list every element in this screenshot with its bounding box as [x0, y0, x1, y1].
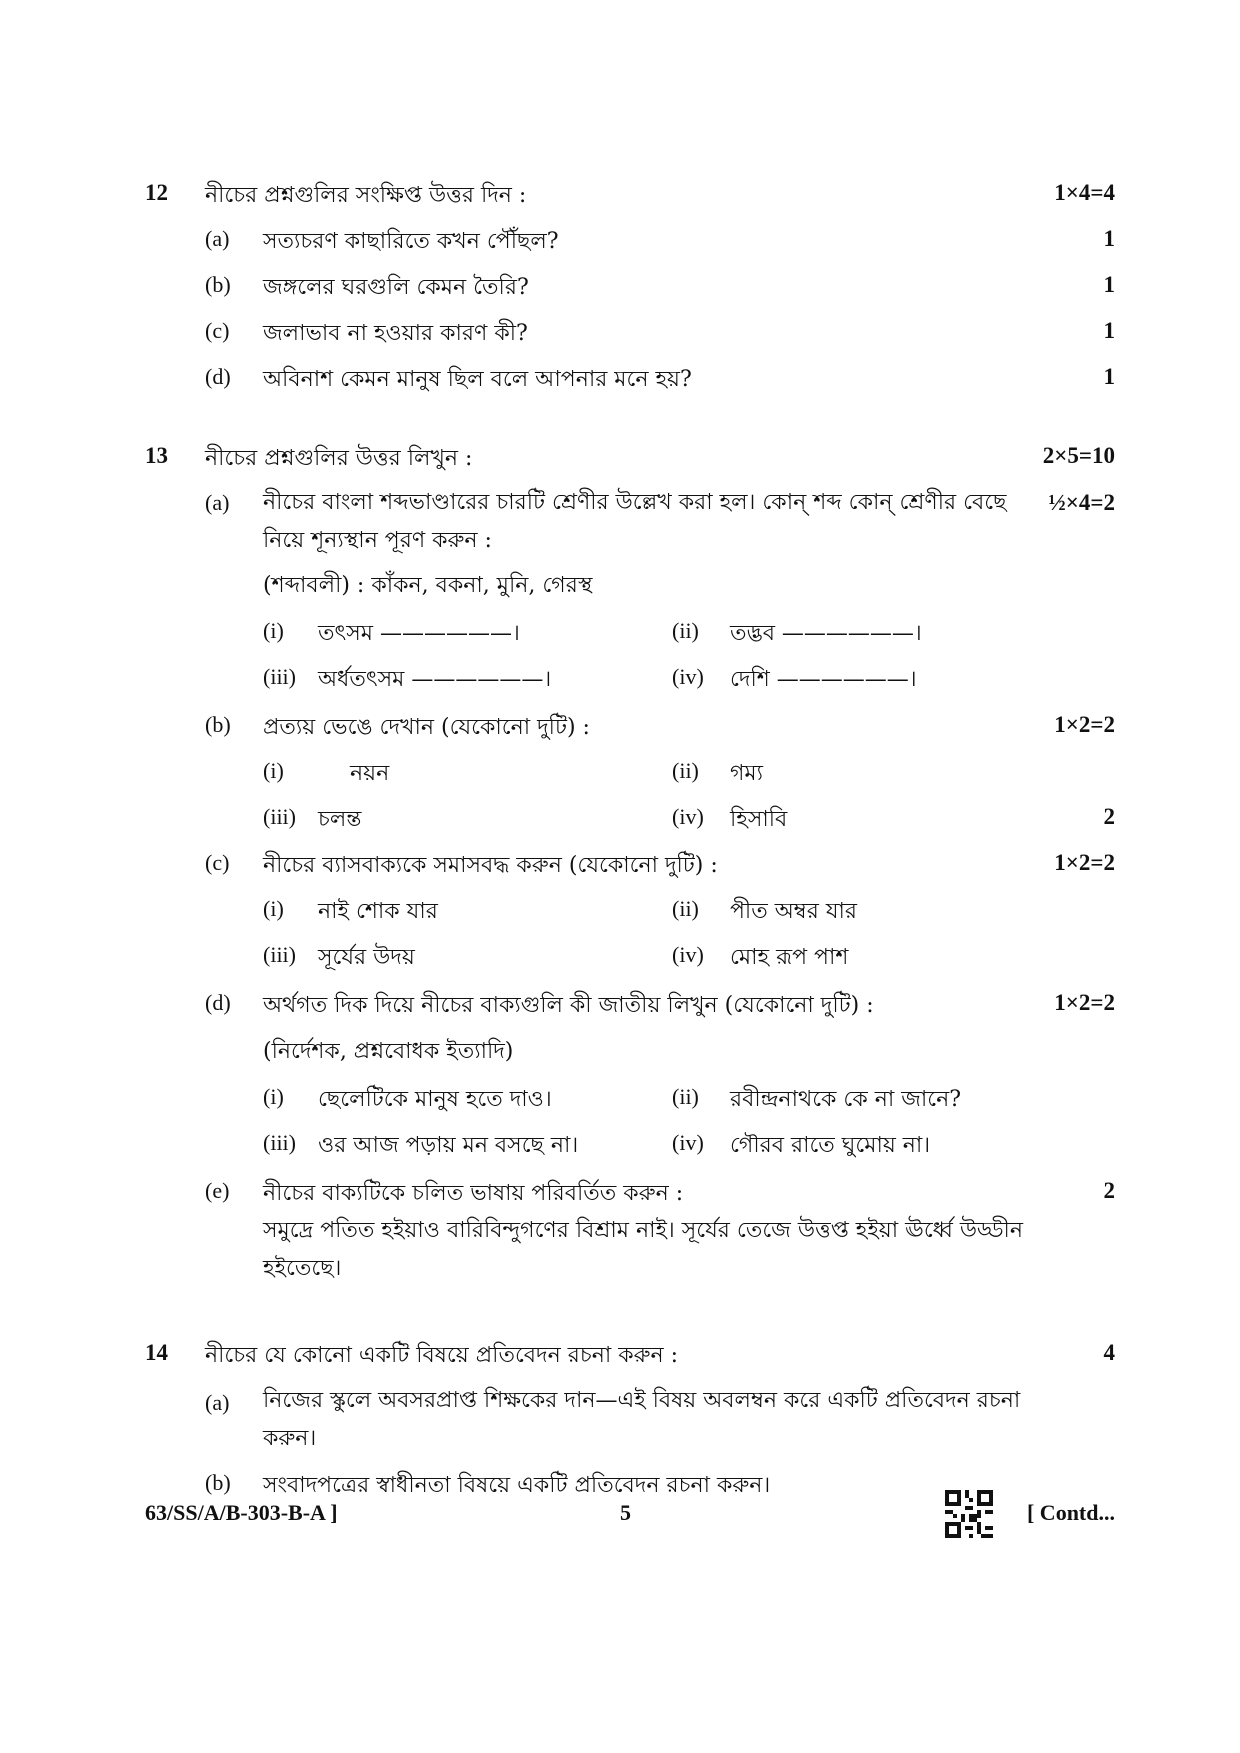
sub-item-label: (ii): [672, 618, 699, 643]
question-marks: 1×4=4: [1054, 180, 1115, 205]
question-marks: 4: [1103, 1340, 1115, 1365]
sub-item-text: গম্য: [730, 761, 764, 786]
sub-item-text: নাই শোক যার: [318, 899, 438, 924]
sub-item-label: (iv): [672, 1130, 704, 1155]
question-marks: 2×5=10: [1042, 443, 1115, 468]
sub-item-text: তৎসম ——————।: [318, 621, 520, 646]
part-marks: 1×2=2: [1054, 850, 1115, 875]
sub-item-text: চলন্ত: [318, 807, 362, 832]
qr-code-icon: [945, 1490, 993, 1538]
part-text: নিজের স্কুলে অবসরপ্রাপ্ত শিক্ষকের দান—এই বিষয় অবলম্বন করে একটি প্রতিবেদন রচনা করুন।: [263, 1388, 1021, 1451]
part-label: (b): [205, 1470, 231, 1495]
part-label: (a): [205, 1390, 230, 1415]
passage-text: সমুদ্রে পতিত হইয়াও বারিবিন্দুগণের বিশ্রাম নাই। সূর্যের তেজে উত্তপ্ত হইয়া ঊর্ধ্বে উড্ডীন হইতেছে।: [263, 1218, 1023, 1281]
part-text: প্রত্যয় ভেঙে দেখান (যেকোনো দুটি) :: [263, 715, 590, 740]
sub-item-text: নয়ন: [350, 761, 390, 786]
paper-code: 63/SS/A/B-303-B-A ]: [145, 1500, 338, 1525]
sub-item-text: হিসাবি: [730, 807, 788, 832]
sub-item-text: পীত অম্বর যার: [730, 899, 857, 924]
sub-item-label: (ii): [672, 758, 699, 783]
part-text: নীচের বাক্যটিকে চলিত ভাষায় পরিবর্তিত করুন :: [263, 1181, 684, 1206]
question-number: 14: [145, 1340, 168, 1365]
sub-item-label: (iv): [672, 804, 704, 829]
part-label: (b): [205, 272, 231, 297]
part-marks: 1: [1103, 226, 1115, 251]
sub-item-label: (i): [263, 896, 284, 921]
part-marks: 1×2=2: [1054, 712, 1115, 737]
page-number: 5: [620, 1500, 631, 1525]
sub-item-text: অর্ধতৎসম ——————।: [318, 667, 552, 692]
sub-item-text: ওর আজ পড়ায় মন বসছে না।: [318, 1133, 579, 1158]
part-marks: 2: [1103, 804, 1115, 829]
part-marks: 1×2=2: [1054, 990, 1115, 1015]
sub-item-text: তদ্ভব ——————।: [730, 621, 922, 646]
sub-item-label: (i): [263, 758, 284, 783]
question-text: নীচের যে কোনো একটি বিষয়ে প্রতিবেদন রচনা করুন :: [205, 1343, 679, 1368]
sub-item-text: গৌরব রাতে ঘুমোয় না।: [730, 1133, 931, 1158]
sub-item-label: (i): [263, 618, 284, 643]
part-text: সংবাদপত্রের স্বাধীনতা বিষয়ে একটি প্রতিবেদন রচনা করুন।: [263, 1473, 771, 1498]
sub-item-label: (iii): [263, 1130, 296, 1155]
sub-item-label: (iii): [263, 942, 296, 967]
continued-label: [ Contd...: [1026, 1500, 1115, 1525]
sub-item-label: (ii): [672, 896, 699, 921]
sub-item-label: (iv): [672, 942, 704, 967]
part-marks: ½×4=2: [1048, 490, 1115, 515]
question-number: 12: [145, 180, 168, 205]
sub-item-label: (iv): [672, 664, 704, 689]
part-marks: 1: [1103, 272, 1115, 297]
part-marks: 1: [1103, 318, 1115, 343]
sub-item-text: ছেলেটিকে মানুষ হতে দাও।: [318, 1087, 552, 1112]
part-label: (c): [205, 850, 230, 875]
part-label: (e): [205, 1178, 230, 1203]
part-text: নীচের ব্যাসবাক্যকে সমাসবদ্ধ করুন (যেকোনো দুটি) :: [263, 853, 718, 878]
sub-item-label: (i): [263, 1084, 284, 1109]
question-text: নীচের প্রশ্নগুলির উত্তর লিখুন :: [205, 446, 473, 471]
sub-item-text: সূর্যের উদয়: [318, 945, 415, 970]
part-marks: 1: [1103, 364, 1115, 389]
part-label: (d): [205, 364, 231, 389]
part-label: (d): [205, 990, 231, 1015]
part-label: (a): [205, 490, 230, 515]
part-label: (c): [205, 318, 230, 343]
question-number: 13: [145, 443, 168, 468]
part-text: জঙ্গলের ঘরগুলি কেমন তৈরি?: [263, 275, 529, 300]
sub-item-label: (ii): [672, 1084, 699, 1109]
part-marks: 2: [1103, 1178, 1115, 1203]
part-label: (a): [205, 226, 230, 251]
sub-item-text: দেশি ——————।: [730, 667, 917, 692]
part-subtext: (নির্দেশক, প্রশ্নবোধক ইত্যাদি): [263, 1039, 514, 1064]
sub-item-label: (iii): [263, 804, 296, 829]
sub-item-text: রবীন্দ্রনাথকে কে না জানে?: [730, 1087, 962, 1112]
part-label: (b): [205, 712, 231, 737]
part-text: সত্যচরণ কাছারিতে কখন পৌঁছল?: [263, 229, 559, 254]
word-list: (শব্দাবলী) : কাঁকন, বকনা, মুনি, গেরস্থ: [263, 573, 593, 598]
part-text: অবিনাশ কেমন মানুষ ছিল বলে আপনার মনে হয়?: [263, 367, 692, 392]
question-text: নীচের প্রশ্নগুলির সংক্ষিপ্ত উত্তর দিন :: [205, 183, 527, 208]
sub-item-label: (iii): [263, 664, 296, 689]
part-text: নীচের বাংলা শব্দভাণ্ডারের চারটি শ্রেণীর উল্লেখ করা হল। কোন্ শব্দ কোন্ শ্রেণীর বেছে নিয়ে শূন্যস্থান পূরণ করুন :: [263, 490, 1007, 553]
sub-item-text: মোহ রূপ পাশ: [730, 945, 849, 970]
part-text: অর্থগত দিক দিয়ে নীচের বাক্যগুলি কী জাতীয় লিখুন (যেকোনো দুটি) :: [263, 993, 874, 1018]
part-text: জলাভাব না হওয়ার কারণ কী?: [263, 321, 528, 346]
